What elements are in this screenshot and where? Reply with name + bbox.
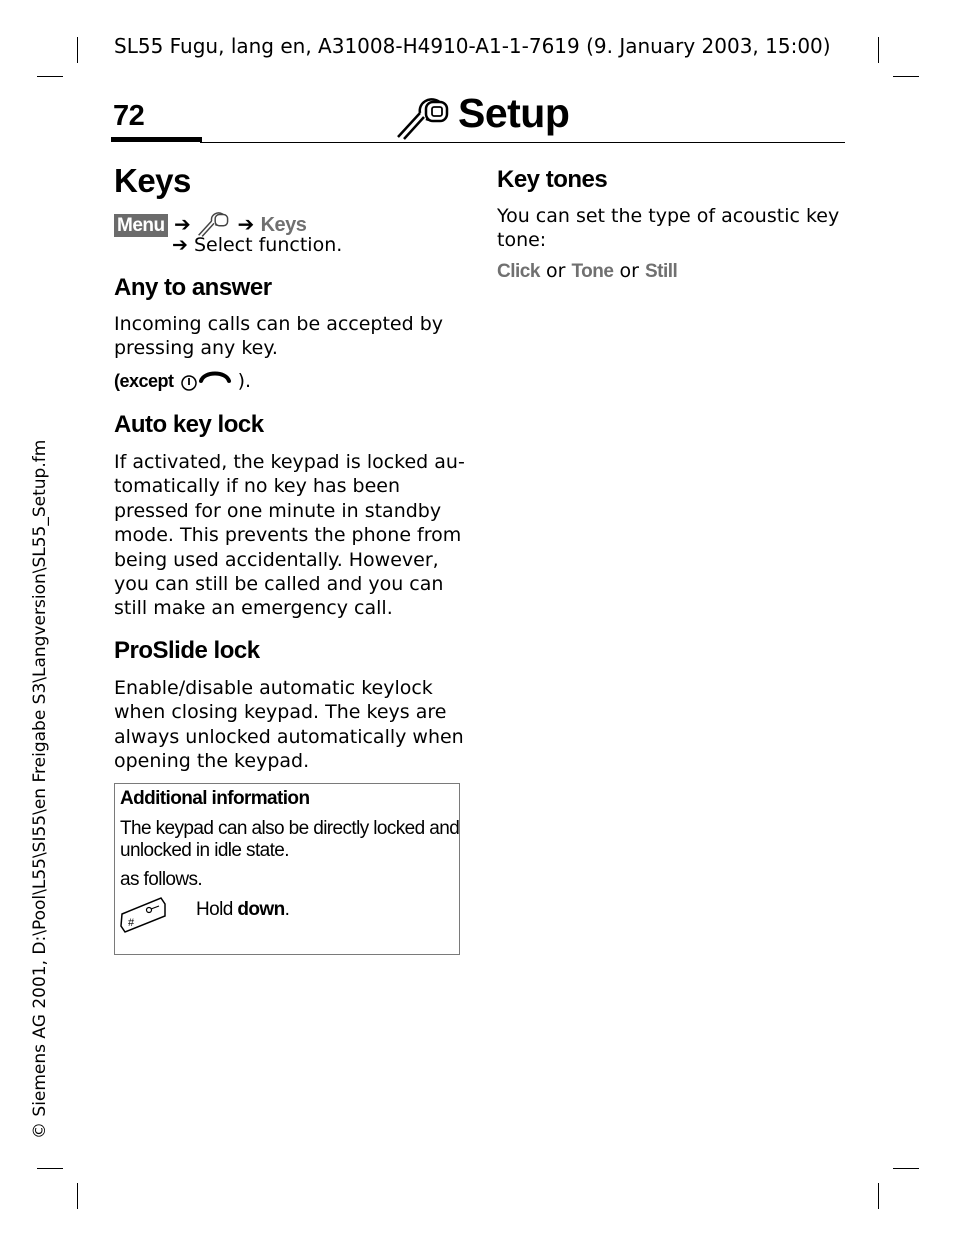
keys-menu-label: Keys (260, 214, 307, 236)
text-line: being used accidentally. However, (114, 548, 439, 571)
end-call-key-icon (198, 368, 232, 390)
any-to-answer-body: Incoming calls can be accepted by pressing any key. (114, 313, 444, 360)
text-line: Enable/disable automatic keylock (114, 677, 433, 699)
menu-key-label: Menu (114, 214, 168, 237)
header-rule (200, 142, 845, 143)
proslide-lock-heading: ProSlide lock (114, 637, 260, 664)
separator: or (545, 260, 566, 282)
crop-mark (878, 1183, 879, 1209)
text-line: you can still be called and you can (114, 573, 444, 596)
key-tones-heading: Key tones (497, 166, 608, 193)
power-key-icon (180, 374, 198, 397)
section-title: Setup (458, 90, 570, 136)
menu-path-second-line (172, 234, 342, 256)
crop-mark (77, 1183, 78, 1209)
crop-mark (878, 37, 879, 63)
except-note (114, 368, 251, 397)
hold-prefix: Hold (196, 899, 233, 920)
key-tones-body (497, 204, 839, 253)
crop-mark (37, 1168, 63, 1169)
copyright-path: © Siemens AG 2001, D:\Pool\L55\SI55\en Freigabe S3\Langversion\SL55_Setup.fm (30, 439, 50, 1139)
arrow-icon: ➔ (173, 212, 191, 236)
text-line: The keypad can also be directly locked and (120, 818, 460, 839)
setup-wrench-icon (396, 96, 452, 144)
page-heading: Keys (114, 162, 191, 199)
hold-word: down (237, 899, 285, 920)
option-click: Click (497, 261, 540, 282)
text-line: You can set the type of acoustic key (497, 205, 840, 227)
info-box-text (120, 818, 459, 862)
arrow-icon: ➔ (237, 212, 255, 236)
option-tone: Tone (571, 261, 614, 282)
additional-info-box (114, 783, 460, 955)
except-end: ). (237, 370, 252, 392)
info-box-title: Additional information (120, 788, 310, 809)
auto-key-lock-heading: Auto key lock (114, 411, 264, 438)
page-number-bar (111, 137, 202, 142)
option-still: Still (644, 261, 678, 282)
key-tone-options (497, 260, 677, 283)
text-line: opening the keypad. (114, 750, 310, 773)
auto-key-lock-body (114, 450, 465, 621)
page-number: 72 (113, 100, 145, 132)
text-line: tomatically if no key has been (114, 475, 401, 498)
any-to-answer-heading: Any to answer (114, 274, 272, 301)
text-line: always unlocked automatically when (114, 725, 464, 748)
text-line: If activated, the keypad is locked au- (114, 451, 465, 473)
proslide-lock-body (114, 676, 464, 774)
text-line: still make an emergency call. (114, 597, 393, 620)
except-label: (except (114, 371, 174, 391)
separator: or (619, 260, 639, 282)
text-line: pressed for one minute in standby (114, 499, 442, 522)
text-line: mode. This prevents the phone from (114, 524, 462, 547)
select-function-label: Select function. (193, 234, 343, 256)
crop-mark (893, 76, 919, 77)
crop-mark (77, 37, 78, 63)
text-line: when closing keypad. The keys are (114, 701, 447, 724)
hold-instruction (196, 899, 289, 921)
text-line: tone: (497, 229, 547, 252)
arrow-icon: ➔ (172, 234, 188, 256)
svg-text:#: # (128, 917, 135, 929)
crop-mark (37, 76, 63, 77)
crop-mark (893, 1168, 919, 1169)
hold-suffix: . (284, 899, 290, 920)
as-follows-text: as follows. (120, 869, 203, 890)
hash-key-lock-icon (119, 892, 167, 938)
text-line: unlocked in idle state. (120, 840, 289, 861)
document-meta: SL55 Fugu, lang en, A31008-H4910-A1-1-7619 (9. January 2003, 15:00) (114, 34, 831, 58)
